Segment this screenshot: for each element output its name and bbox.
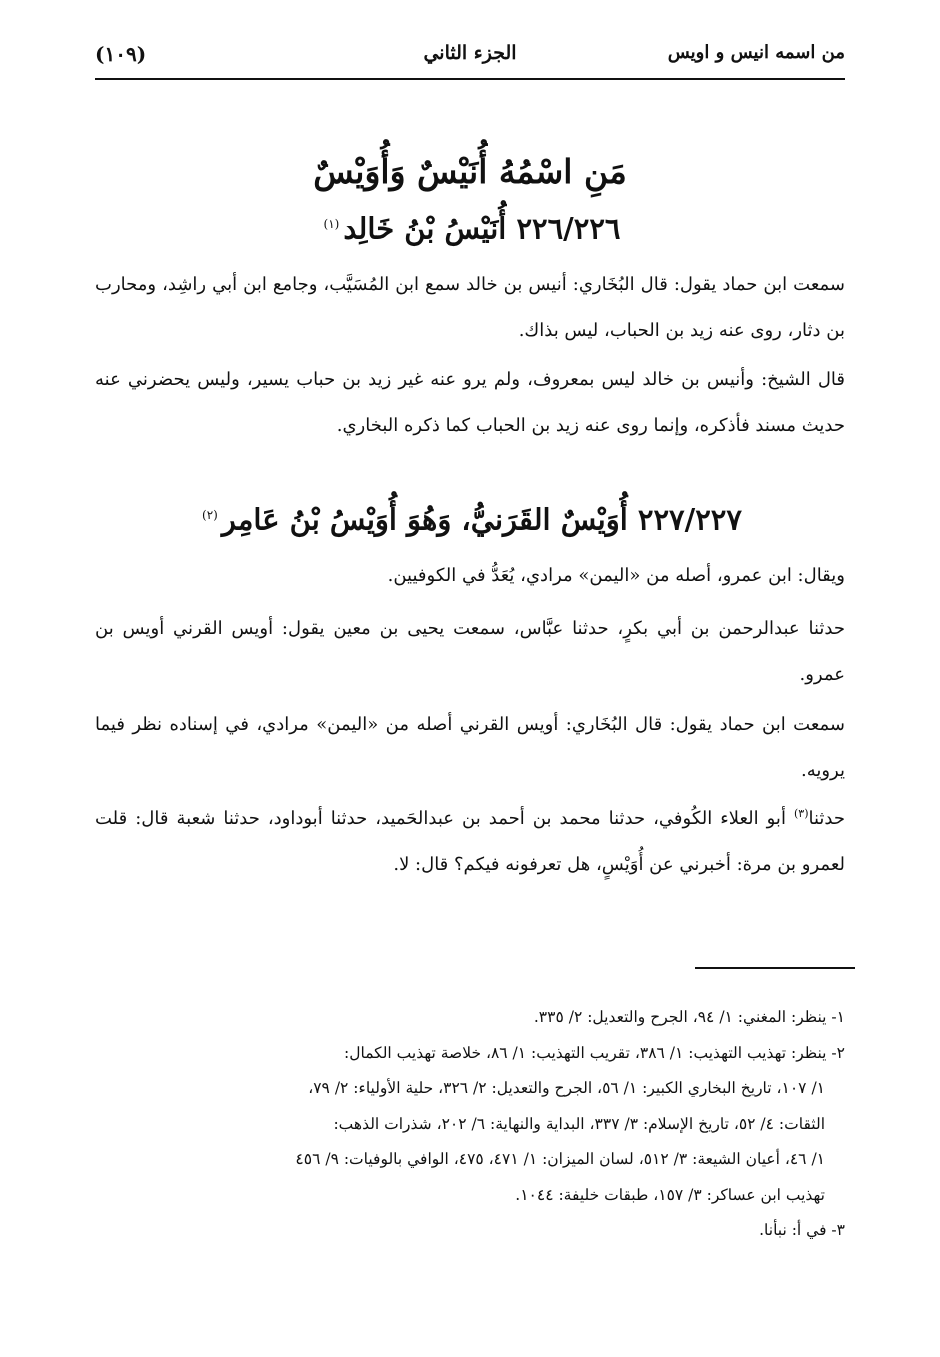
entry-title-227 — [95, 493, 845, 542]
footnote-line: ١/ ٤٦، أعيان الشيعة: ٣/ ٥١٢، لسان الميزان: ١/ ٤٧١، ٤٧٥، الوافي بالوفيات: ٩/ ٤٥٦ — [295, 1150, 825, 1168]
section-title: من اسمه انيس و اويس — [667, 42, 845, 63]
footnote-1: ١- ينظر: المغني: ١/ ٩٤، الجرح والتعديل: ٢/ ٣٣٥. — [533, 1008, 845, 1026]
footnote-ref: (١) — [323, 217, 340, 231]
footnote-line: الثقات: ٤/ ٥٢، تاريخ الإسلام: ٣/ ٣٣٧، البداية والنهاية: ٦/ ٢٠٢، شذرات الذهب: — [333, 1114, 825, 1133]
volume-label: الجزء الثاني — [423, 42, 517, 64]
chapter-heading: مَنِ اسْمُهُ أُنَيْسٌ وَأُوَيْسٌ — [313, 152, 627, 191]
footnote-line: ٢- ينظر: تهذيب التهذيب: ١/ ٣٨٦، تقريب التهذيب: ١/ ٨٦، خلاصة تهذيب الكمال: — [343, 1043, 845, 1062]
paragraph: حدثنا عبدالرحمن بن أبي بكرٍ، حدثنا عبَّاس، سمعت يحيى بن معين يقول: أويس القرني أويس بن عمرو. — [95, 618, 845, 685]
footnote-ref: (٢) — [202, 508, 218, 522]
entry-title-text: ٢٢٦/٢٢٦ أُنَيْسُ بْنُ خَالِد — [343, 211, 621, 246]
footnote-3: ٣- في أ: نبأنا. — [759, 1221, 845, 1239]
footnote-ref: (٣) — [793, 807, 809, 820]
entry-title-text: ٢٢٧/٢٢٧ أُوَيْسٌ القَرَنيُّ، وَهُوَ أُوَيْسُ بْنُ عَامِر — [221, 502, 742, 537]
footnotes — [95, 1000, 845, 1249]
page-number: (١٠٩) — [95, 42, 147, 66]
paragraph: ويقال: ابن عمرو، أصله من «اليمن» مرادي، يُعَدُّ في الكوفيين. — [387, 565, 845, 586]
footnote-separator — [695, 967, 855, 969]
paragraph: سمعت ابن حماد يقول: قال البُخَاري: أويس القرني أصله من «اليمن» مرادي، في إسناده نظر فيما يرويه. — [95, 714, 845, 781]
header-rule — [95, 78, 845, 80]
footnote-2 — [95, 1036, 845, 1214]
paragraph: سمعت ابن حماد يقول: قال البُخَاري: أنيس بن خالد سمع ابن المُسَيَّب، وجامع ابن أبي راشِد، ومحارب بن دثار، روى عنه زيد بن الحباب، ليس بذاك. — [95, 274, 845, 341]
paragraph-with-note — [95, 796, 845, 888]
running-header — [95, 36, 845, 76]
footnote-line: ١/ ١٠٧، تاريخ البخاري الكبير: ١/ ٥٦، الجرح والتعديل: ٢/ ٣٢٦، حلية الأولياء: ٢/ ٧٩، — [308, 1079, 825, 1097]
paragraph: قال الشيخ: وأنيس بن خالد ليس بمعروف، ولم يرو عنه غير زيد بن حباب يسير، وليس يحضرني عنه حديث مسند فأذكره، وإنما روى عنه زيد بن الحباب كما ذكره البخاري. — [95, 369, 845, 436]
entry-title-226 — [95, 202, 845, 251]
paragraph-start: حدثنا — [808, 808, 845, 829]
footnote-line: تهذيب ابن عساكر: ٣/ ١٥٧، طبقات خليفة: ١٠٤٤. — [515, 1185, 825, 1204]
paragraph-rest: أبو العلاء الكُوفي، حدثنا محمد بن أحمد بن عبدالحَميد، حدثنا أبوداود، حدثنا شعبة قال: قلت لعمرو بن مرة: أخبرني عن أُوَيْسٍ، هل تعرفونه فيكم؟ قال: لا. — [95, 808, 845, 875]
